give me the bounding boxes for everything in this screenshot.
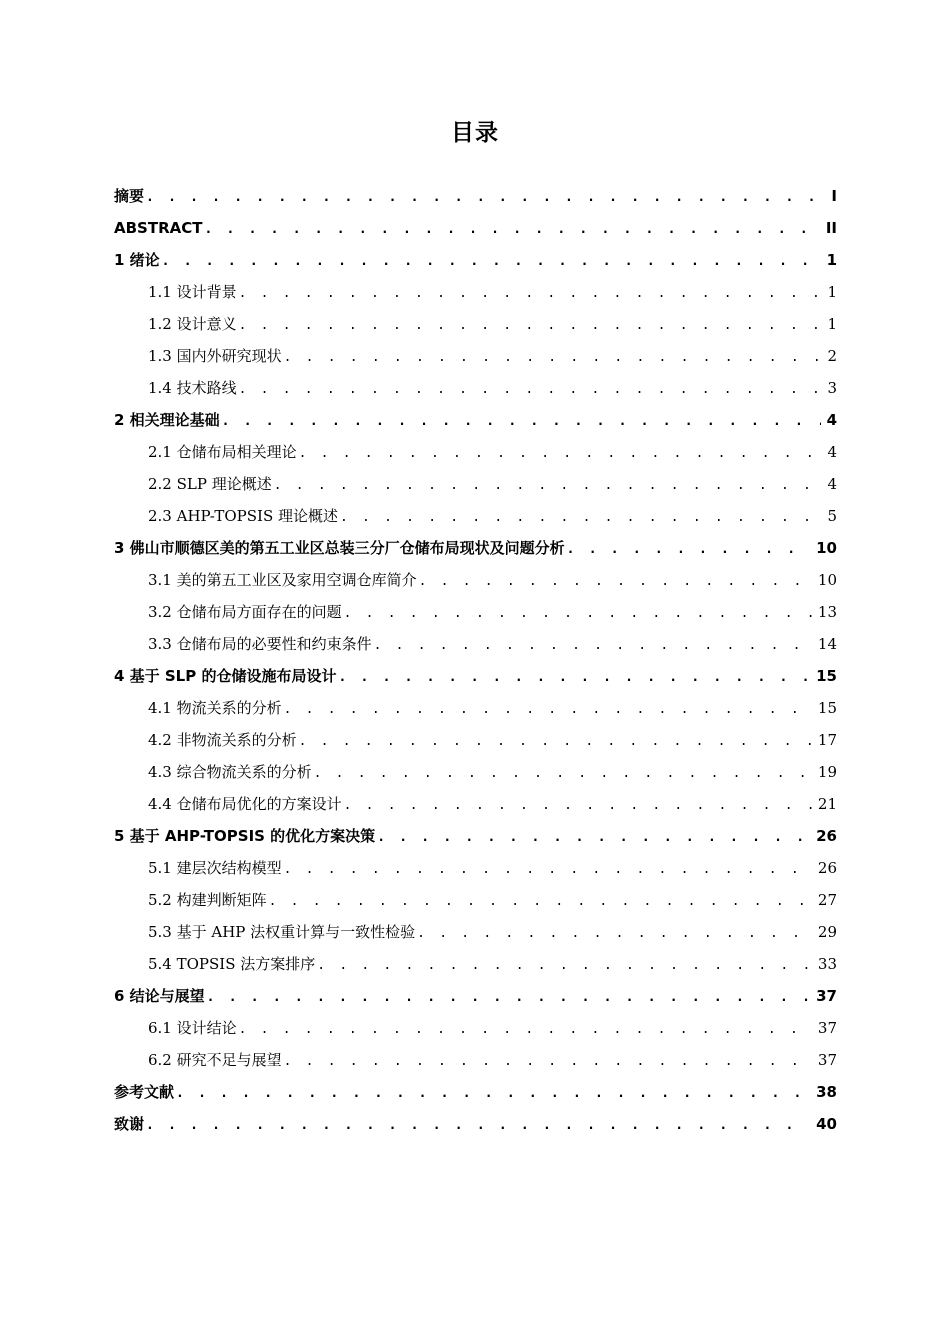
toc-entry-label: 摘要 [114,187,145,205]
toc-entry-label: 5.3 基于 AHP 法权重计算与一致性检验 [148,923,416,941]
toc-entry-label: 4 基于 SLP 的仓储设施布局设计 [114,667,337,685]
toc-chapter-entry[interactable] [114,212,837,244]
toc-entry-page-number: 17 [817,731,837,749]
toc-entry-page-number: I [831,187,837,205]
toc-dot-leader [284,694,812,724]
toc-dot-leader [377,822,810,852]
toc-entry-label: 1.1 设计背景 [148,283,237,301]
toc-entry-label: 1.3 国内外研究现状 [148,347,282,365]
toc-entry-page-number: 1 [827,283,837,301]
toc-entry-page-number: 15 [817,699,837,717]
toc-entry-page-number: 37 [817,1051,837,1069]
toc-entry-page-number: 10 [817,571,837,589]
toc-entry-page-number: 4 [826,411,837,429]
toc-dot-leader [338,662,810,692]
toc-entry-label: 3.2 仓储布局方面存在的问题 [148,603,342,621]
toc-section-entry[interactable] [114,468,837,500]
toc-dot-leader [222,406,821,436]
toc-entry-page-number: 26 [817,859,837,877]
toc-dot-leader [146,182,825,212]
toc-section-entry[interactable] [114,788,837,820]
toc-chapter-entry[interactable] [114,980,837,1012]
toc-entry-label: 5.4 TOPSIS 法方案排序 [148,955,316,973]
toc-chapter-entry[interactable] [114,404,837,436]
toc-entry-page-number: 38 [816,1083,837,1101]
toc-section-entry[interactable] [114,756,837,788]
toc-section-entry[interactable] [114,276,837,308]
toc-entry-page-number: II [825,219,837,237]
toc-dot-leader [284,854,812,884]
toc-dot-leader [274,470,822,500]
toc-entry-label: 2.2 SLP 理论概述 [148,475,272,493]
table-of-contents [114,180,837,1140]
toc-section-entry[interactable] [114,852,837,884]
toc-entry-label: 1.2 设计意义 [148,315,237,333]
toc-entry-label: 4.2 非物流关系的分析 [148,731,297,749]
toc-entry-page-number: 19 [817,763,837,781]
toc-entry-label: 4.3 综合物流关系的分析 [148,763,312,781]
toc-entry-label: 5.2 构建判断矩阵 [148,891,267,909]
toc-section-entry[interactable] [114,916,837,948]
toc-entry-page-number: 13 [817,603,837,621]
toc-section-entry[interactable] [114,884,837,916]
toc-section-entry[interactable] [114,1044,837,1076]
toc-dot-leader [284,1046,812,1076]
toc-entry-page-number: 15 [816,667,837,685]
toc-entry-page-number: 1 [826,251,837,269]
toc-dot-leader [567,534,810,564]
toc-dot-leader [239,1014,812,1044]
toc-dot-leader [239,310,822,340]
toc-entry-label: 4.1 物流关系的分析 [148,699,282,717]
toc-section-entry[interactable] [114,372,837,404]
toc-entry-label: 3.3 仓储布局的必要性和约束条件 [148,635,372,653]
toc-dot-leader [344,598,812,628]
toc-dot-leader [239,278,822,308]
toc-chapter-entry[interactable] [114,244,837,276]
toc-dot-leader [204,214,819,244]
toc-section-entry[interactable] [114,724,837,756]
toc-dot-leader [176,1078,810,1108]
toc-entry-label: 3 佛山市顺德区美的第五工业区总装三分厂仓储布局现状及问题分析 [114,539,565,557]
toc-chapter-entry[interactable] [114,660,837,692]
toc-entry-page-number: 33 [817,955,837,973]
toc-section-entry[interactable] [114,692,837,724]
toc-entry-page-number: 2 [827,347,837,365]
toc-chapter-entry[interactable] [114,1108,837,1140]
page-title: 目录 [451,120,499,146]
toc-entry-label: 2.3 AHP-TOPSIS 理论概述 [148,507,338,525]
toc-section-entry[interactable] [114,340,837,372]
toc-section-entry[interactable] [114,564,837,596]
toc-section-entry[interactable] [114,628,837,660]
toc-entry-label: 6.2 研究不足与展望 [148,1051,282,1069]
toc-chapter-entry[interactable] [114,532,837,564]
toc-dot-leader [299,726,812,756]
toc-dot-leader [284,342,822,372]
toc-entry-page-number: 40 [816,1115,837,1133]
toc-dot-leader [162,246,821,276]
toc-entry-label: 6.1 设计结论 [148,1019,237,1037]
toc-dot-leader [207,982,810,1012]
toc-entry-page-number: 21 [817,795,837,813]
toc-dot-leader [419,566,812,596]
toc-entry-label: 5 基于 AHP-TOPSIS 的优化方案决策 [114,827,376,845]
toc-entry-label: 1.4 技术路线 [148,379,237,397]
toc-entry-page-number: 14 [817,635,837,653]
toc-dot-leader [317,950,812,980]
toc-entry-label: 致谢 [114,1115,145,1133]
toc-dot-leader [344,790,812,820]
toc-section-entry[interactable] [114,308,837,340]
toc-entry-page-number: 4 [827,475,837,493]
toc-chapter-entry[interactable] [114,820,837,852]
toc-section-entry[interactable] [114,436,837,468]
toc-section-entry[interactable] [114,596,837,628]
toc-entry-label: 4.4 仓储布局优化的方案设计 [148,795,342,813]
toc-entry-page-number: 10 [816,539,837,557]
toc-dot-leader [417,918,812,948]
toc-entry-label: 6 结论与展望 [114,987,205,1005]
toc-entry-page-number: 29 [817,923,837,941]
toc-section-entry[interactable] [114,500,837,532]
toc-entry-page-number: 4 [827,443,837,461]
toc-entry-page-number: 1 [827,315,837,333]
toc-entry-label: 参考文献 [114,1083,175,1101]
toc-dot-leader [314,758,812,788]
toc-entry-page-number: 5 [827,507,837,525]
toc-entry-label: 1 绪论 [114,251,160,269]
toc-entry-page-number: 26 [816,827,837,845]
toc-entry-label: 3.1 美的第五工业区及家用空调仓库简介 [148,571,417,589]
toc-chapter-entry[interactable] [114,180,837,212]
toc-entry-label: 2 相关理论基础 [114,411,220,429]
toc-dot-leader [269,886,812,916]
toc-entry-label: ABSTRACT [114,219,203,237]
toc-dot-leader [340,502,821,532]
toc-entry-page-number: 27 [817,891,837,909]
toc-section-entry[interactable] [114,1012,837,1044]
toc-entry-label: 5.1 建层次结构模型 [148,859,282,877]
toc-dot-leader [146,1110,810,1140]
toc-entry-page-number: 3 [827,379,837,397]
toc-dot-leader [374,630,812,660]
toc-dot-leader [299,438,822,468]
toc-dot-leader [239,374,822,404]
toc-chapter-entry[interactable] [114,1076,837,1108]
toc-section-entry[interactable] [114,948,837,980]
toc-entry-page-number: 37 [816,987,837,1005]
toc-entry-label: 2.1 仓储布局相关理论 [148,443,297,461]
toc-entry-page-number: 37 [817,1019,837,1037]
